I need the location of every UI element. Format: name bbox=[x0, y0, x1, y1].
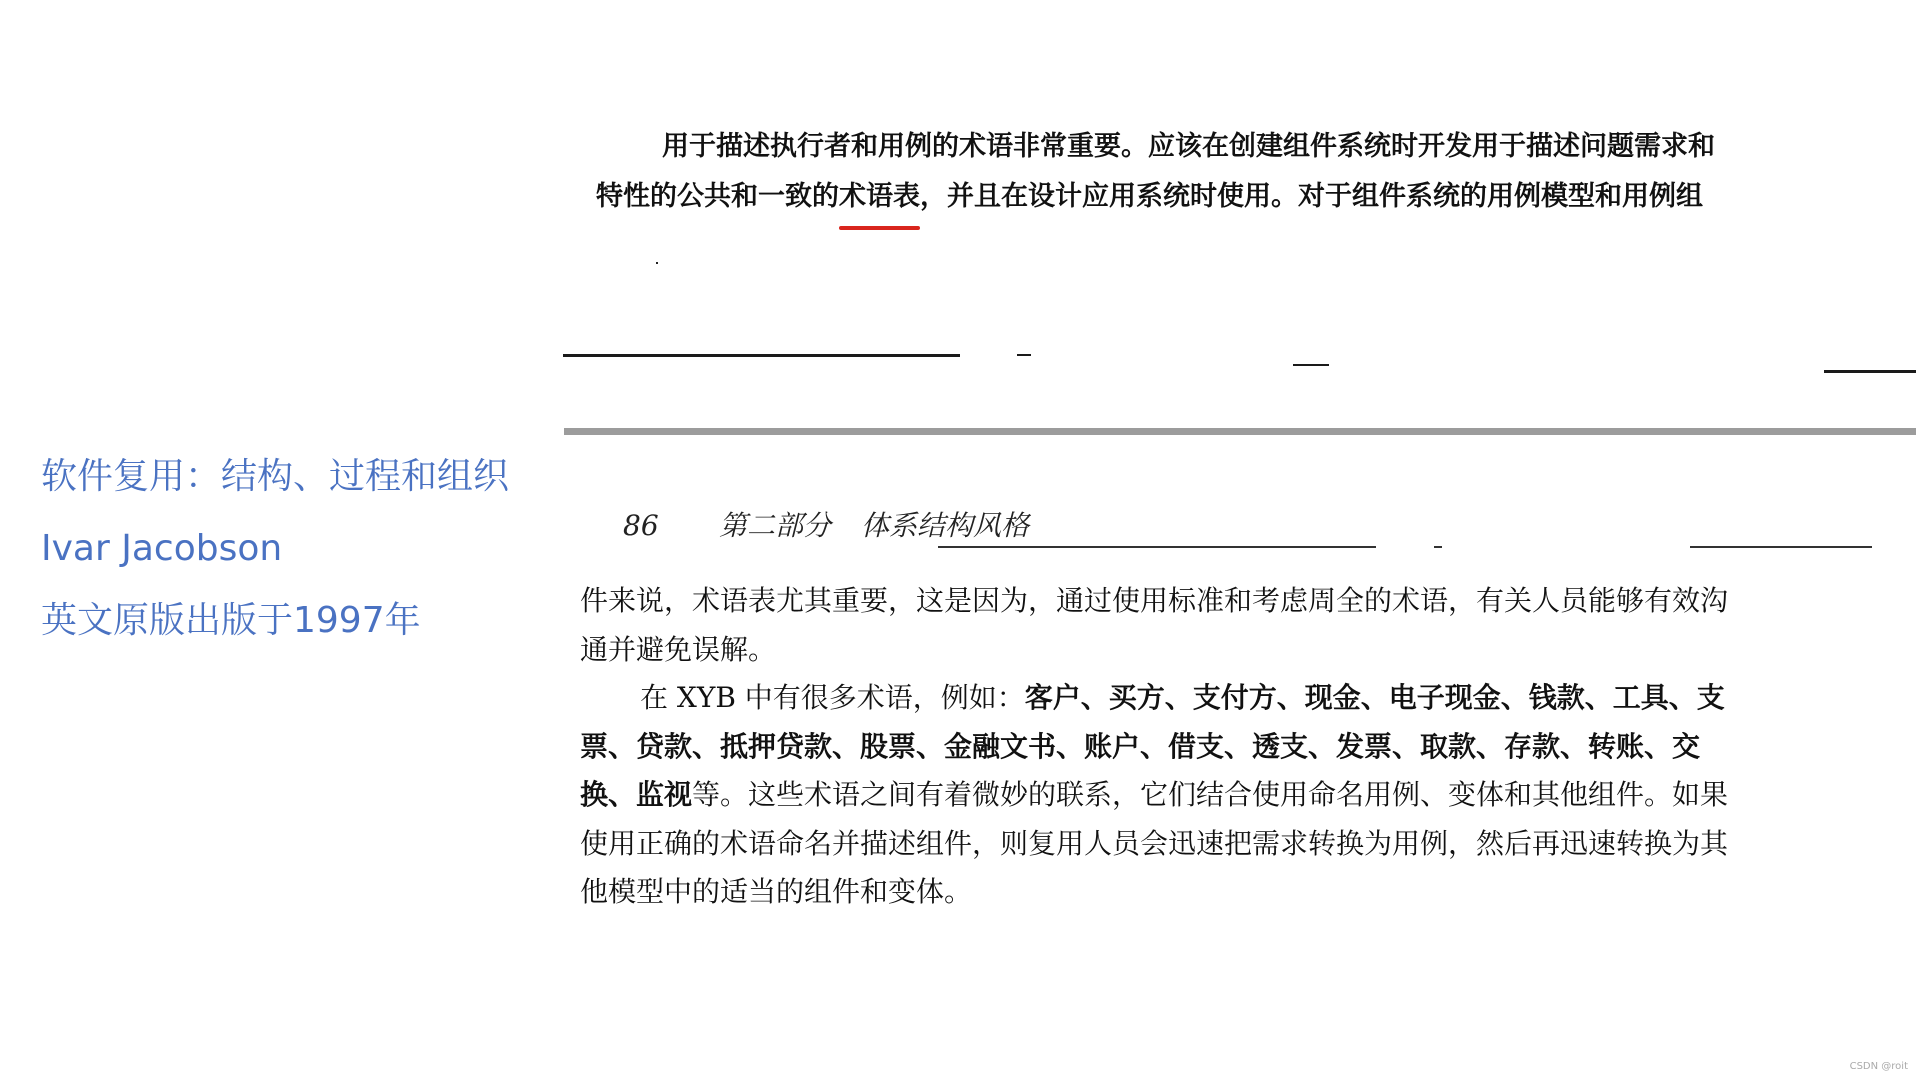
page-body bbox=[580, 577, 1880, 917]
page-number: 86 bbox=[623, 509, 659, 542]
paragraph-1-line: 通并避免误解。 bbox=[580, 632, 777, 666]
part-title: 体系结构风格 bbox=[861, 509, 1030, 542]
scan-cut-edge bbox=[563, 354, 960, 357]
top-excerpt-line-2 bbox=[596, 172, 1896, 222]
book-caption bbox=[41, 441, 509, 657]
term-list: 换、监视 bbox=[580, 778, 693, 811]
book-title: 软件复用：结构、过程和组织 bbox=[41, 456, 510, 497]
top-excerpt-line-2-end: ，并且在设计应用系统时使用。对于组件系统的用例模型和用例组 bbox=[920, 181, 1703, 212]
scan-speck bbox=[656, 262, 658, 264]
highlighted-term-text: 术语表 bbox=[839, 181, 920, 212]
running-head bbox=[623, 504, 1029, 544]
paragraph-2-line bbox=[580, 771, 1880, 820]
running-head-rule bbox=[1434, 546, 1442, 548]
red-underline bbox=[839, 226, 920, 230]
running-head-rule bbox=[938, 546, 1376, 548]
scan-cut-edge bbox=[1017, 354, 1031, 356]
scan-cut-edge bbox=[1824, 370, 1916, 373]
publication-note: 英文原版出版于1997年 bbox=[41, 600, 421, 641]
top-excerpt bbox=[596, 122, 1896, 222]
top-excerpt-line-1: 用于描述执行者和用例的术语非常重要。应该在创建组件系统时开发用于描述问题需求和 bbox=[662, 131, 1715, 162]
scan-cut-edge bbox=[1293, 364, 1329, 366]
paragraph-1-line: 件来说，术语表尤其重要，这是因为，通过使用标准和考虑周全的术语，有关人员能够有效沟 bbox=[580, 584, 1729, 617]
part-label: 第二部分 bbox=[719, 509, 832, 542]
running-head-rule bbox=[1690, 546, 1872, 548]
book-author: Ivar Jacobson bbox=[41, 528, 283, 569]
term-list: 票、贷款、抵押贷款、股票、金融文书、账户、借支、透支、发票、取款、存款、转账、交 bbox=[580, 729, 1701, 763]
term-list: 客户、买方、支付方、现金、电子现金、钱款、工具、支 bbox=[1024, 681, 1725, 714]
paragraph-2-line bbox=[580, 674, 1880, 723]
paragraph-2-line: 他模型中的适当的组件和变体。 bbox=[580, 875, 973, 908]
paragraph-2-line: 使用正确的术语命名并描述组件，则复用人员会迅速把需求转换为用例，然后再迅速转换为其 bbox=[580, 826, 1729, 860]
top-excerpt-line-2-start: 特性的公共和一致的 bbox=[596, 181, 839, 212]
paragraph-2-intro: 在 XYB 中有很多术语，例如： bbox=[640, 681, 1025, 714]
section-divider bbox=[564, 428, 1916, 435]
watermark: CSDN @roit bbox=[1849, 1061, 1908, 1072]
paragraph-2-text: 等。这些术语之间有着微妙的联系，它们结合使用命名用例、变体和其他组件。如果 bbox=[692, 778, 1729, 811]
highlighted-term bbox=[839, 172, 920, 222]
